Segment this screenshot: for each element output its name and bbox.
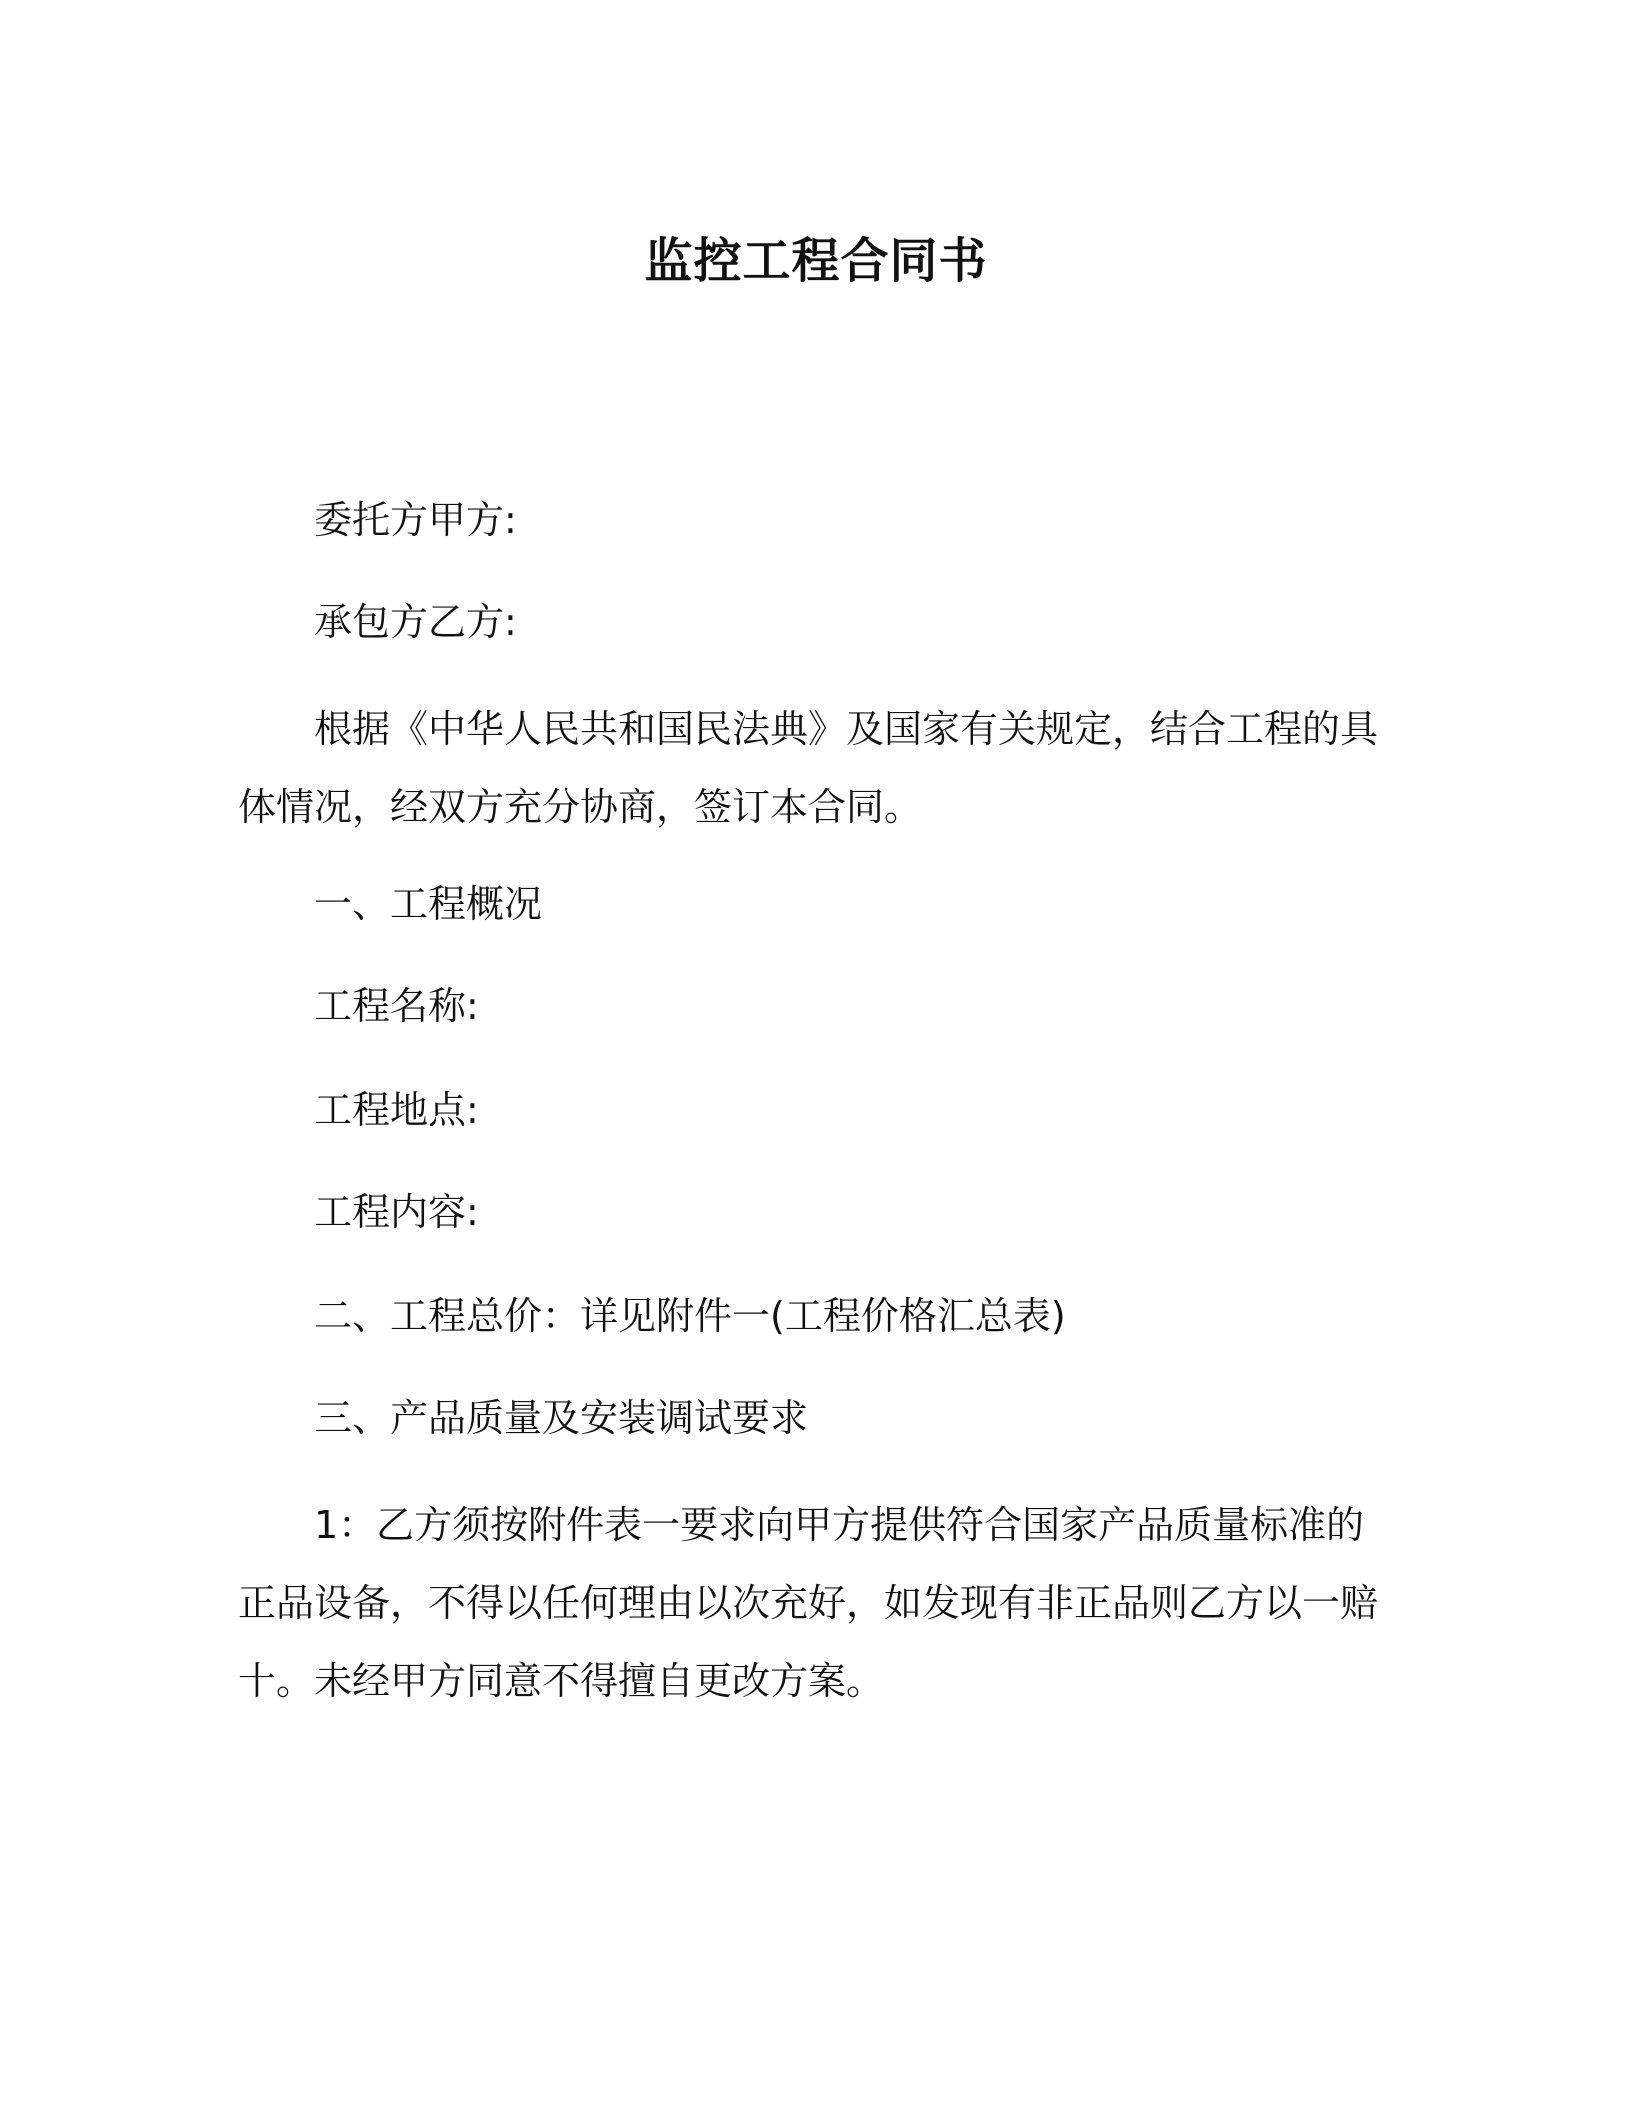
clause-1-paragraph: 1：乙方须按附件表一要求向甲方提供符合国家产品质量标准的正品设备，不得以任何理由以次充好，如发现有非正品则乙方以一赔十。未经甲方同意不得擅自更改方案。: [238, 1503, 1379, 1703]
section-3-heading: 三、产品质量及安装调试要求: [314, 1396, 809, 1440]
party-b-label: 承包方乙方:: [314, 600, 517, 644]
project-name-label: 工程名称:: [314, 984, 479, 1028]
project-content-label: 工程内容:: [314, 1190, 479, 1234]
section-1-heading: 一、工程概况: [314, 882, 543, 926]
section-2-heading: 二、工程总价：详见附件一(工程价格汇总表): [314, 1294, 1066, 1338]
page-title: 监控工程合同书: [644, 233, 988, 289]
preamble-paragraph: 根据《中华人民共和国民法典》及国家有关规定，结合工程的具体情况，经双方充分协商，签订本合同。: [238, 707, 1379, 829]
party-a-label: 委托方甲方:: [314, 498, 517, 542]
project-location-label: 工程地点:: [314, 1088, 479, 1132]
